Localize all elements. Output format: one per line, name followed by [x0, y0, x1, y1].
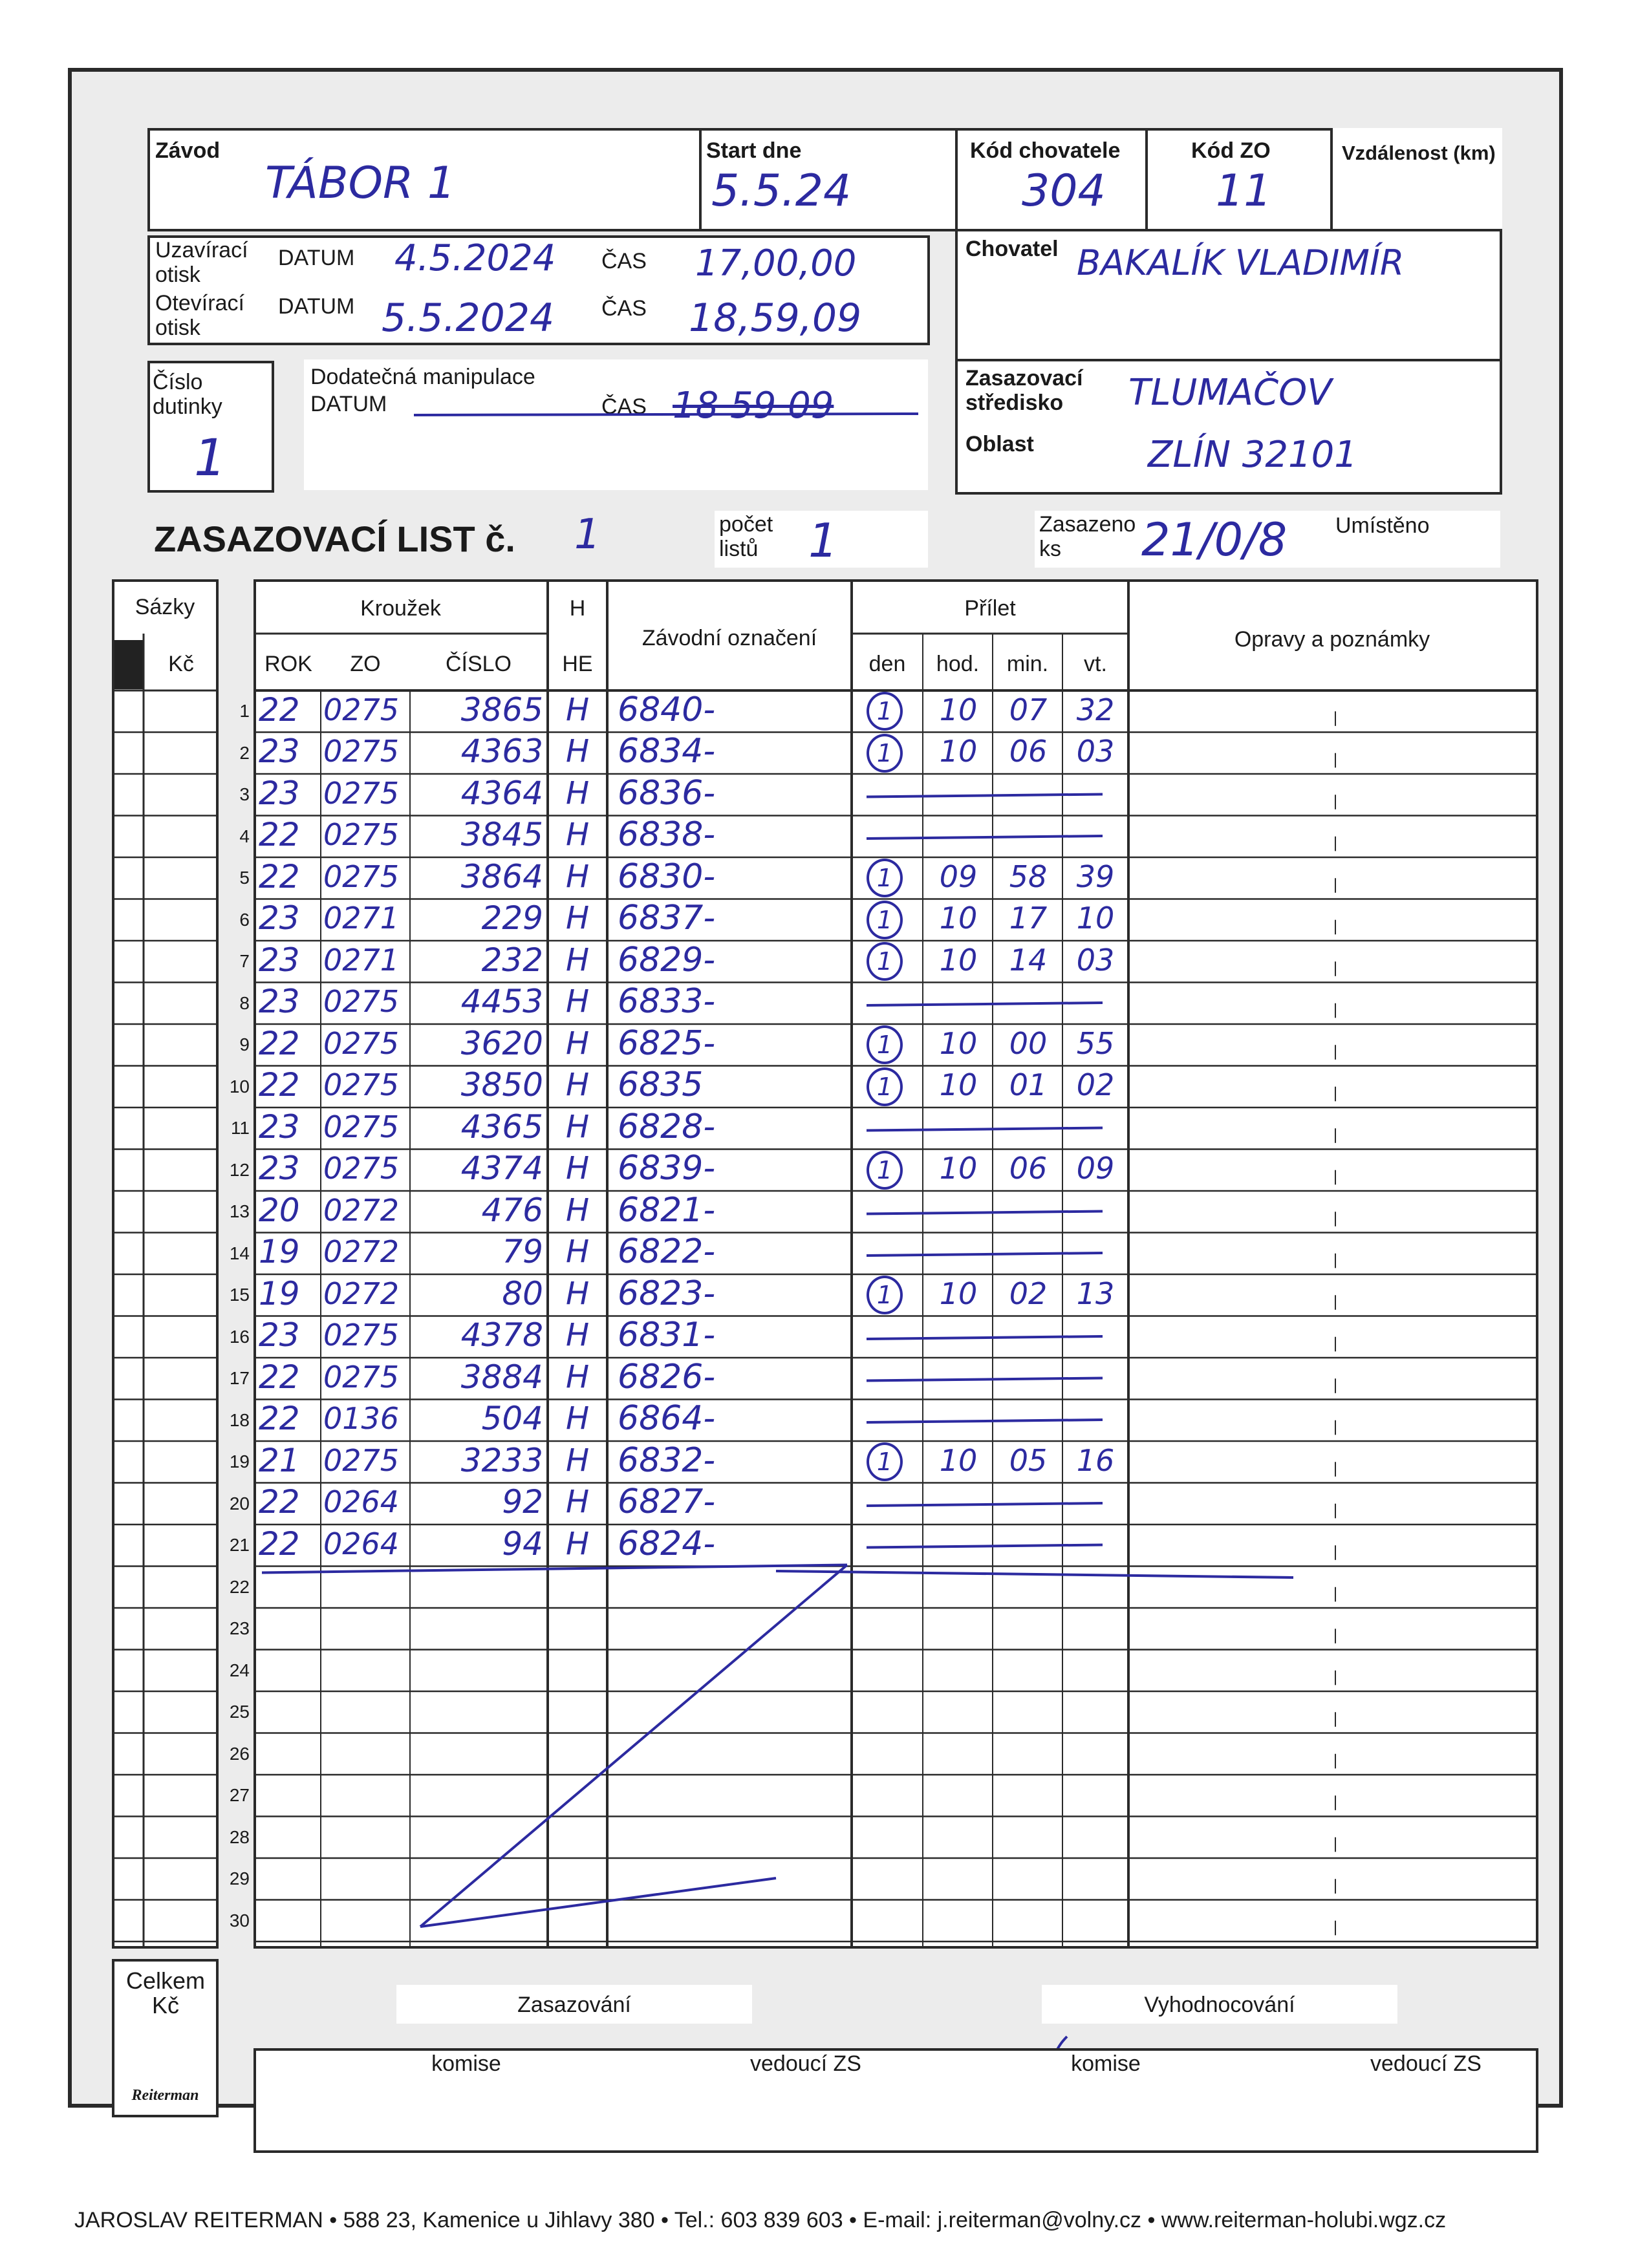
row-number: 23 — [229, 1618, 250, 1639]
arrival-header: Přílet — [964, 596, 1016, 621]
row-number: 21 — [229, 1535, 250, 1556]
cell-h: H — [565, 1108, 590, 1145]
cell-den: 1 — [867, 692, 903, 731]
cell-vt: 03 — [1076, 942, 1115, 978]
row-number: 11 — [230, 1118, 250, 1139]
cell-vt: 03 — [1076, 734, 1115, 769]
cell-h: H — [565, 1192, 590, 1228]
row-number: 12 — [229, 1159, 250, 1180]
cell-cislo: 232 — [481, 941, 543, 979]
cell-cislo: 476 — [481, 1191, 543, 1229]
cell-h: H — [565, 1150, 590, 1187]
cell-mark: 6839- — [618, 1149, 716, 1188]
cell-rok: 20 — [259, 1191, 300, 1229]
basketing-label: Zasazování — [517, 1993, 631, 2017]
cell-hod: 10 — [939, 1025, 978, 1061]
row-number: 14 — [229, 1243, 250, 1263]
cell-h: H — [565, 1317, 590, 1354]
cell-h: H — [565, 941, 590, 978]
cancel-line — [420, 1565, 847, 1927]
row-number: 6 — [239, 909, 250, 930]
row-number: 7 — [239, 951, 250, 972]
cell-rok: 23 — [259, 941, 300, 979]
cell-rok: 23 — [259, 774, 300, 812]
arrival-dash — [867, 794, 1103, 797]
cell-h: H — [565, 983, 590, 1020]
breeder-code-label: Kód chovatele — [970, 138, 1121, 163]
extra-datum-label: DATUM — [310, 392, 387, 416]
cell-mark: 6838- — [618, 815, 716, 855]
cell-h: H — [565, 1275, 590, 1312]
cell-rok: 22 — [259, 1400, 300, 1438]
cell-rok: 23 — [259, 733, 300, 771]
ring-header: Kroužek — [360, 596, 441, 621]
cell-zo: 0275 — [323, 1442, 400, 1478]
cell-vt: 02 — [1076, 1067, 1115, 1103]
cell-cislo: 3850 — [460, 1066, 543, 1104]
opening-time: 18,59,09 — [689, 295, 862, 341]
row-number: 24 — [229, 1660, 250, 1680]
count-value: 1 — [808, 513, 838, 568]
cell-min: 14 — [1009, 942, 1048, 978]
cell-cislo: 3233 — [460, 1441, 543, 1479]
cell-mark: 6824- — [618, 1524, 716, 1563]
cell-cislo: 4374 — [460, 1150, 543, 1188]
cell-min: 07 — [1009, 692, 1048, 727]
distance-label: Vzdálenost (km) — [1342, 142, 1496, 164]
cell-den: 1 — [867, 1025, 903, 1064]
area-value: ZLÍN 32101 — [1148, 434, 1357, 476]
cell-rok: 22 — [259, 1524, 300, 1563]
cell-min: 02 — [1009, 1276, 1048, 1311]
row-number: 28 — [229, 1826, 250, 1847]
cell-zo: 0275 — [323, 734, 400, 769]
cell-rok: 22 — [259, 816, 300, 854]
row-number: 8 — [239, 992, 250, 1013]
cell-den: 1 — [867, 942, 903, 981]
cell-h: H — [565, 1525, 590, 1562]
cell-h: H — [565, 775, 590, 811]
cylinder-label: Číslo dutinky — [153, 370, 222, 419]
cell-zo: 0272 — [323, 1192, 400, 1228]
cell-cislo: 3864 — [460, 857, 543, 895]
row-number: 19 — [229, 1451, 250, 1472]
arrival-dash — [867, 1545, 1103, 1547]
cell-den: 1 — [867, 1067, 903, 1106]
cell-zo: 0136 — [323, 1401, 400, 1437]
cell-rok: 22 — [259, 1024, 300, 1062]
cell-cislo: 3884 — [460, 1358, 543, 1396]
cell-zo: 0275 — [323, 1318, 400, 1353]
cell-hod: 09 — [939, 859, 978, 894]
cell-h: H — [565, 1358, 590, 1395]
row-number: 16 — [229, 1326, 250, 1347]
row-number: 2 — [239, 742, 250, 763]
row-number: 22 — [229, 1576, 250, 1597]
cislo-header: ČÍSLO — [445, 652, 512, 676]
cell-cislo: 94 — [502, 1524, 543, 1563]
kc-header: Kč — [168, 652, 194, 676]
row-number: 10 — [229, 1076, 250, 1097]
basketed-label: Zasazeno ks — [1039, 512, 1136, 561]
cell-min: 06 — [1009, 734, 1048, 769]
cell-rok: 23 — [259, 1107, 300, 1146]
cell-rok: 23 — [259, 1150, 300, 1188]
cell-rok: 19 — [259, 1233, 300, 1271]
breeder-code-value: 304 — [1022, 166, 1106, 217]
cell-rok: 22 — [259, 857, 300, 895]
cell-mark: 6840- — [618, 690, 716, 729]
closing-time: 17,00,00 — [695, 242, 857, 284]
row-number: 17 — [229, 1368, 250, 1389]
cell-zo: 0275 — [323, 817, 400, 853]
extra-cas-label: ČAS — [601, 394, 647, 419]
row-number: 30 — [229, 1910, 250, 1931]
breeder-label: Chovatel — [965, 237, 1059, 261]
total-label: Celkem Kč — [125, 1967, 206, 2018]
cell-den: 1 — [867, 901, 903, 939]
row-number: 20 — [229, 1493, 250, 1514]
cell-hod: 10 — [939, 1276, 978, 1311]
cell-min: 05 — [1009, 1442, 1048, 1478]
zo-header: ZO — [350, 652, 381, 676]
notes-header: Opravy a poznámky — [1234, 627, 1430, 652]
cell-rok: 19 — [259, 1274, 300, 1312]
zo-code-label: Kód ZO — [1191, 138, 1271, 163]
arrival-dash — [867, 1003, 1103, 1005]
cell-zo: 0264 — [323, 1526, 400, 1561]
cell-cislo: 229 — [481, 899, 543, 937]
closing-datum-label: DATUM — [278, 246, 355, 270]
cell-cislo: 4453 — [460, 983, 543, 1021]
cell-mark: 6831- — [618, 1316, 716, 1355]
cell-min: 00 — [1009, 1025, 1048, 1061]
cell-hod: 10 — [939, 942, 978, 978]
cell-rok: 21 — [259, 1441, 300, 1479]
head-label-2: vedoucí ZS — [1370, 2051, 1482, 2076]
start-value: 5.5.24 — [711, 166, 852, 217]
min-header: min. — [1006, 652, 1049, 676]
list-number: 1 — [574, 511, 601, 559]
cell-hod: 10 — [939, 1442, 978, 1478]
race-mark-header: Závodní označení — [641, 626, 817, 650]
cell-zo: 0275 — [323, 775, 400, 811]
opening-cas-label: ČAS — [601, 296, 647, 321]
cell-rok: 23 — [259, 983, 300, 1021]
cell-h: H — [565, 858, 590, 895]
row-number: 9 — [239, 1034, 250, 1055]
cell-zo: 0271 — [323, 901, 400, 936]
den-header: den — [868, 652, 906, 676]
basketed-value: 21/0/8 — [1141, 513, 1288, 566]
cell-vt: 10 — [1076, 901, 1115, 936]
hod-header: hod. — [936, 652, 980, 676]
cell-h: H — [565, 1025, 590, 1062]
cell-zo: 0272 — [323, 1276, 400, 1311]
cell-mark: 6832- — [618, 1440, 716, 1480]
arrival-dash — [867, 1128, 1103, 1130]
cell-zo: 0275 — [323, 1067, 400, 1103]
cell-h: H — [565, 817, 590, 853]
station-value: TLUMAČOV — [1128, 372, 1332, 414]
arrival-dash — [867, 836, 1103, 839]
opening-date: 5.5.2024 — [382, 295, 555, 341]
cancel-line — [420, 1878, 776, 1927]
cell-vt: 32 — [1076, 692, 1115, 727]
station-label: Zasazovací středisko — [965, 366, 1083, 415]
cell-cislo: 92 — [502, 1483, 543, 1521]
row-number: 5 — [239, 868, 250, 888]
row-number: 13 — [229, 1201, 250, 1222]
arrival-dash — [867, 1503, 1103, 1506]
cell-rok: 23 — [259, 1316, 300, 1354]
arrival-dash — [867, 1420, 1103, 1422]
cell-zo: 0275 — [323, 984, 400, 1020]
cell-hod: 10 — [939, 692, 978, 727]
arrival-dash — [867, 1336, 1103, 1339]
cell-mark: 6822- — [618, 1232, 716, 1272]
cylinder-value: 1 — [194, 429, 226, 487]
cell-rok: 23 — [259, 899, 300, 937]
cell-den: 1 — [867, 734, 903, 773]
cell-rok: 22 — [259, 1483, 300, 1521]
cancel-line — [776, 1571, 1293, 1578]
cell-zo: 0264 — [323, 1484, 400, 1520]
cell-cislo: 4363 — [460, 733, 543, 771]
arrival-dash — [867, 1378, 1103, 1380]
commission-label-1: komise — [431, 2051, 501, 2076]
cell-zo: 0275 — [323, 859, 400, 894]
cell-cislo: 4365 — [460, 1107, 543, 1146]
cell-vt: 16 — [1076, 1442, 1115, 1478]
row-number: 15 — [229, 1285, 250, 1305]
cell-mark: 6829- — [618, 940, 716, 979]
row-number: 3 — [239, 784, 250, 805]
cell-cislo: 80 — [502, 1274, 543, 1312]
cell-cislo: 4378 — [460, 1316, 543, 1354]
logo-text: Reiterman — [131, 2087, 199, 2104]
cell-cislo: 504 — [481, 1400, 543, 1438]
cell-hod: 10 — [939, 734, 978, 769]
cell-rok: 22 — [259, 1358, 300, 1396]
row-number: 1 — [239, 701, 250, 722]
cell-vt: 09 — [1076, 1151, 1115, 1186]
row-number: 25 — [229, 1702, 250, 1722]
cell-mark: 6834- — [618, 732, 716, 771]
cell-den: 1 — [867, 1276, 903, 1314]
arrival-dash — [867, 1253, 1103, 1256]
commission-label-2: komise — [1071, 2051, 1141, 2076]
cell-rok: 22 — [259, 1066, 300, 1104]
cell-mark: 6828- — [618, 1107, 716, 1146]
cell-min: 58 — [1009, 859, 1048, 894]
row-number: 26 — [229, 1743, 250, 1764]
cell-zo: 0275 — [323, 692, 400, 727]
area-label: Oblast — [965, 432, 1034, 456]
cell-h: H — [565, 1234, 590, 1270]
placed-label: Umístěno — [1335, 513, 1430, 538]
cell-cislo: 3865 — [460, 690, 543, 729]
arrival-dash — [867, 1211, 1103, 1214]
cell-zo: 0275 — [323, 1109, 400, 1144]
cell-h: H — [565, 1484, 590, 1521]
cell-mark: 6825- — [618, 1023, 716, 1063]
cell-mark: 6827- — [618, 1482, 716, 1522]
cell-cislo: 79 — [502, 1233, 543, 1271]
bets-header: Sázky — [135, 595, 195, 619]
row-number: 18 — [229, 1409, 250, 1430]
cell-zo: 0272 — [323, 1234, 400, 1270]
cell-mark: 6826- — [618, 1357, 716, 1396]
cell-h: H — [565, 1400, 590, 1437]
rok-header: ROK — [264, 652, 312, 676]
count-label: počet listů — [719, 512, 773, 561]
cell-vt: 55 — [1076, 1025, 1115, 1061]
cell-cislo: 3845 — [460, 816, 543, 854]
row-number: 4 — [239, 826, 250, 846]
cell-h: H — [565, 1442, 590, 1479]
cell-mark: 6833- — [618, 982, 716, 1022]
cell-hod: 10 — [939, 1067, 978, 1103]
closing-date: 4.5.2024 — [394, 237, 556, 279]
he-header: HE — [562, 652, 593, 676]
row-number: 29 — [229, 1868, 250, 1889]
cell-min: 01 — [1009, 1067, 1048, 1103]
cell-zo: 0271 — [323, 942, 400, 978]
cell-den: 1 — [867, 1151, 903, 1190]
opening-label: Otevírací otisk — [155, 291, 244, 340]
row-number: 27 — [229, 1785, 250, 1806]
cell-zo: 0275 — [323, 1359, 400, 1395]
zo-code-value: 11 — [1216, 166, 1272, 217]
cell-min: 06 — [1009, 1151, 1048, 1186]
extra-cas-value: 18 59 09 — [673, 385, 834, 427]
cell-vt: 39 — [1076, 859, 1115, 894]
race-label: Závod — [155, 138, 221, 163]
footer-text: JAROSLAV REITERMAN • 588 23, Kamenice u Jihlavy 380 • Tel.: 603 839 603 • E-mail: j.reiterman@volny.cz • www.reiterman-holubi.wgz.cz — [74, 2208, 1447, 2232]
cell-h: H — [565, 691, 590, 728]
cell-mark: 6835 — [618, 1065, 704, 1105]
cell-cislo: 3620 — [460, 1024, 543, 1062]
cell-rok: 22 — [259, 690, 300, 729]
opening-datum-label: DATUM — [278, 294, 355, 319]
cell-vt: 13 — [1076, 1276, 1115, 1311]
cell-h: H — [565, 1067, 590, 1104]
cell-zo: 0275 — [323, 1151, 400, 1186]
race-value: TÁBOR 1 — [265, 158, 456, 209]
head-label-1: vedoucí ZS — [750, 2051, 861, 2076]
extra-label: Dodatečná manipulace — [310, 365, 535, 389]
cell-mark: 6821- — [618, 1190, 716, 1230]
cell-hod: 10 — [939, 901, 978, 936]
cell-mark: 6837- — [618, 899, 716, 938]
list-title: ZASAZOVACÍ LIST č. — [154, 519, 515, 559]
cell-mark: 6823- — [618, 1274, 716, 1313]
cell-cislo: 4364 — [460, 774, 543, 812]
cell-zo: 0275 — [323, 1025, 400, 1061]
h-header: H — [569, 596, 586, 621]
start-label: Start dne — [706, 138, 802, 163]
cell-mark: 6864- — [618, 1399, 716, 1439]
cell-mark: 6830- — [618, 857, 716, 896]
vt-header: vt. — [1084, 652, 1107, 676]
closing-label: Uzavírací otisk — [155, 238, 248, 287]
cell-hod: 10 — [939, 1151, 978, 1186]
closing-cas-label: ČAS — [601, 249, 647, 273]
cell-h: H — [565, 733, 590, 770]
cell-h: H — [565, 900, 590, 937]
cell-den: 1 — [867, 859, 903, 897]
extra-strike — [414, 414, 918, 415]
cell-mark: 6836- — [618, 773, 716, 813]
cell-min: 17 — [1009, 901, 1048, 936]
breeder-value: BAKALÍK VLADIMÍR — [1077, 242, 1405, 283]
cell-den: 1 — [867, 1442, 903, 1481]
evaluation-label: Vyhodnocování — [1144, 1993, 1295, 2017]
